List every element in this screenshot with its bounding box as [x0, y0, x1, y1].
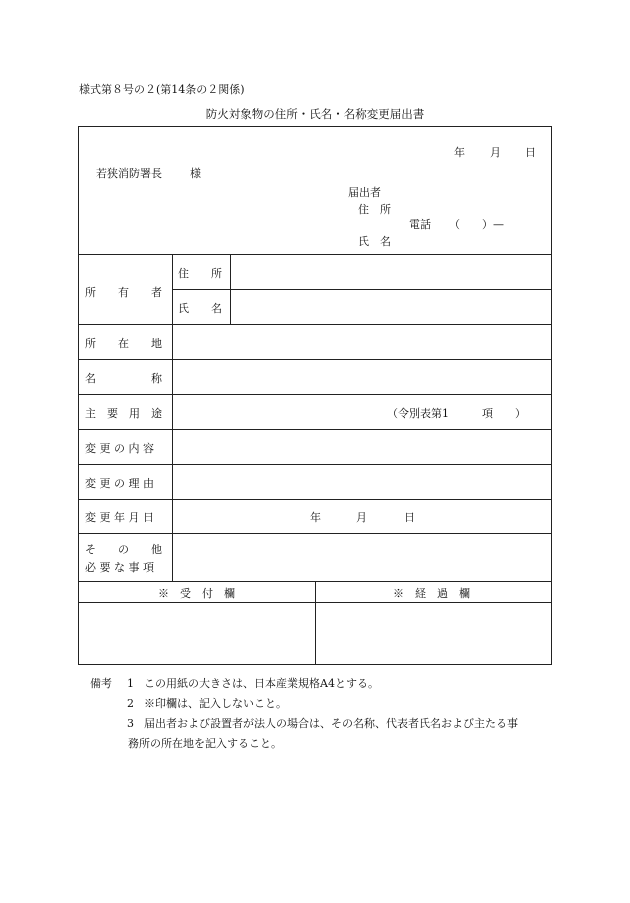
- honorific: 様: [190, 167, 201, 180]
- other-label-line2: 必 要 な 事 項: [85, 561, 154, 574]
- ordinance-table-ref: （令別表第1 項 ）: [387, 407, 526, 420]
- location-label: 所 在 地: [85, 337, 162, 350]
- note-number: 2: [127, 697, 134, 710]
- note-text: この用紙の大きさは、日本産業規格A4とする。: [144, 677, 379, 690]
- owner-name-field[interactable]: [231, 290, 551, 324]
- date-day: 日: [525, 146, 536, 159]
- notifier-address-label: 住 所: [358, 203, 391, 216]
- change-date-year: 年: [310, 511, 321, 524]
- other-label-line1: そ の 他: [85, 543, 162, 556]
- note-number: 1: [127, 677, 134, 690]
- change-reason-field[interactable]: [173, 465, 551, 499]
- building-name-label: 名 称: [85, 372, 162, 385]
- note-number: 3: [127, 717, 134, 730]
- change-date-label: 変 更 年 月 日: [85, 511, 154, 524]
- change-content-field[interactable]: [173, 430, 551, 464]
- notifier-label: 届出者: [348, 186, 381, 199]
- owner-label: 所 有 者: [85, 286, 162, 299]
- change-reason-label: 変 更 の 理 由: [85, 477, 154, 490]
- owner-address-label: 住 所: [178, 267, 222, 280]
- reception-area: [79, 603, 315, 664]
- main-use-field[interactable]: [173, 395, 373, 429]
- change-date-month: 月: [356, 511, 367, 524]
- progress-column-label: ※ 経 過 欄: [393, 587, 470, 600]
- main-use-label: 主 要 用 途: [85, 407, 162, 420]
- notifier-name-label: 氏 名: [358, 235, 391, 248]
- reception-column-label: ※ 受 付 欄: [158, 587, 235, 600]
- change-content-label: 変 更 の 内 容: [85, 442, 154, 455]
- note-text: 務所の所在地を記入すること。: [128, 737, 282, 750]
- other-field[interactable]: [173, 534, 551, 581]
- addressee: 若狭消防署長: [96, 167, 162, 180]
- notification-form: [78, 126, 552, 665]
- form-number: 様式第８号の２(第14条の２関係): [79, 83, 245, 96]
- note-text: ※印欄は、記入しないこと。: [144, 697, 287, 710]
- owner-address-field[interactable]: [231, 255, 551, 289]
- building-name-field[interactable]: [173, 360, 551, 394]
- rule: [79, 499, 551, 500]
- phone-format: （ ）—: [449, 218, 504, 231]
- change-date-day: 日: [404, 511, 415, 524]
- progress-area: [316, 603, 551, 664]
- owner-name-label: 氏 名: [178, 302, 222, 315]
- document-title: 防火対象物の住所・氏名・名称変更届出書: [205, 107, 425, 121]
- date-month: 月: [490, 146, 501, 159]
- location-field[interactable]: [173, 325, 551, 359]
- notes-heading: 備考: [90, 677, 112, 690]
- note-text: 届出者および設置者が法人の場合は、その名称、代表者氏名および主たる事: [144, 717, 518, 730]
- phone-label: 電話: [409, 218, 431, 231]
- date-year: 年: [454, 146, 465, 159]
